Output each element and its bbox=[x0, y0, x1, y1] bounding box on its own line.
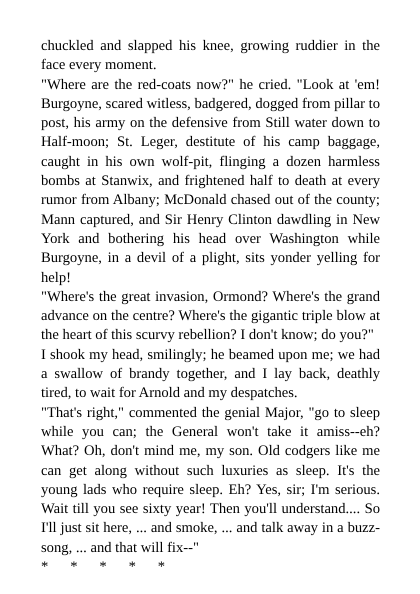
section-break: * * * * * bbox=[41, 559, 166, 576]
paragraph-5: "That's right," commented the genial Major, "go to sleep while you can; the General won't take it amiss--eh? What? Oh, don't mind me, my son. Old codgers like me can get along without such luxuries as sleep. It's the young lads who require sleep. Eh? Yes, sir; I'm serious. Wait till you see sixty year! Then you'll understand.... So I'll just sit here, ... and smoke, ... and talk away in a buzz-song, ... and that will fix--" bbox=[41, 404, 380, 556]
document-page bbox=[41, 37, 380, 577]
paragraph-3: "Where's the great invasion, Ormond? Where's the grand advance on the centre? Where's the gigantic triple blow at the heart of this scurvy rebellion? I don't know; do you?" bbox=[41, 288, 380, 344]
paragraph-2: "Where are the red-coats now?" he cried. "Look at 'em! Burgoyne, scared witless, badgered, dogged from pillar to post, his army on the defensive from Still water down to Half-moon; St. Leger, destitute of his camp baggage, caught in his own wolf-pit, flinging a dozen harmless bombs at Stanwix, and frightened half to death at every rumor from Albany; McDonald chased out of the county; Mann captured, and Sir Henry Clinton dawdling in New York and bothering his head over Washington while Burgoyne, in a devil of a plight, sits yonder yelling for help! bbox=[41, 76, 380, 286]
paragraph-4: I shook my head, smilingly; he beamed upon me; we had a swallow of brandy together, and I lay back, deathly tired, to wait for Arnold and my despatches. bbox=[41, 346, 380, 402]
paragraph-1: chuckled and slapped his knee, growing ruddier in the face every moment. bbox=[41, 38, 380, 74]
